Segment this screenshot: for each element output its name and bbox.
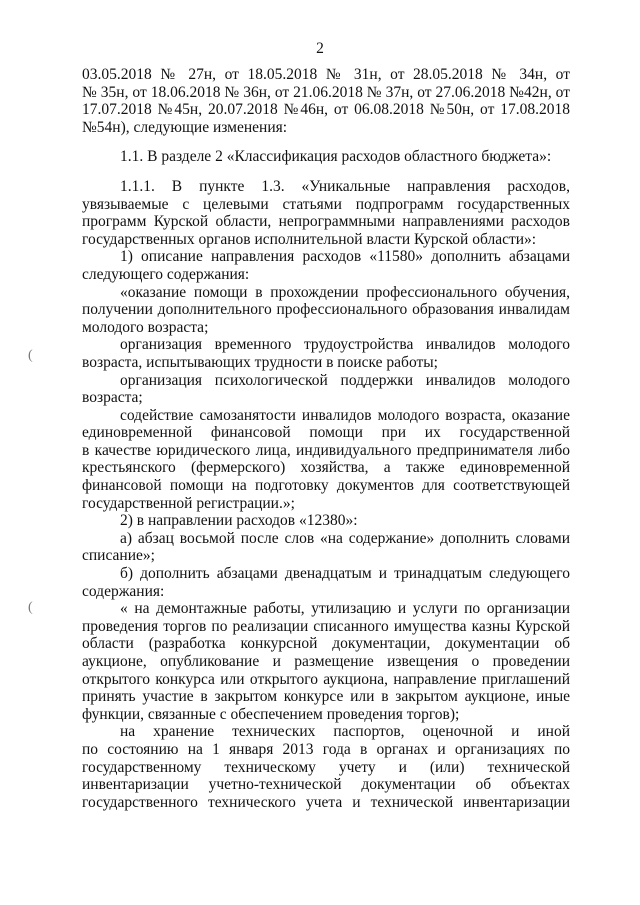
text-line: на хранение технических паспортов, оценочной и иной <box>120 723 570 741</box>
text-line: государственной регистрации.»; <box>82 494 295 512</box>
text-line: «оказание помощи в прохождении профессионального обучения, <box>120 283 570 301</box>
page-number: 2 <box>316 40 324 57</box>
text-line: списание»; <box>82 547 155 565</box>
text-line: « на демонтажные работы, утилизацию и услуги по организации <box>120 600 570 618</box>
text-line: по состоянию на 1 января 2013 года в органах и организациях по <box>82 740 570 758</box>
text-line: проведения торгов по реализации списанного имущества казны Курской <box>82 617 570 635</box>
text-line: молодого возраста; <box>82 318 209 336</box>
text-line: следующего содержания: <box>82 265 250 283</box>
document-body <box>82 66 570 811</box>
margin-scan-mark: ( <box>28 348 33 363</box>
paragraph-gap <box>82 136 570 148</box>
text-line: 1.1.1. В пункте 1.3. «Уникальные направления расходов, <box>120 177 570 195</box>
margin-scan-mark: ( <box>28 600 33 615</box>
text-line: 17.07.2018 №45н, 20.07.2018 №46н, от 06.08.2018 №50н, от 17.08.2018 <box>82 101 570 119</box>
text-line: области (разработка конкурсной документации, документации об <box>82 635 570 653</box>
text-line: 1.1. В разделе 2 «Классификация расходов областного бюджета»: <box>120 148 552 166</box>
text-line: увязываемые с целевыми статьями подпрограмм государственных <box>82 195 570 213</box>
text-line: государственного технического учета и технической инвентаризации <box>82 793 570 811</box>
paragraph-gap <box>82 166 570 178</box>
text-line: единовременной финансовой помощи при их государственной <box>82 424 570 442</box>
text-line: возраста, испытывающих трудности в поиске работы; <box>82 353 438 371</box>
text-line: принять участие в закрытом конкурсе или в закрытом аукционе, иные <box>82 688 570 706</box>
text-line: в качестве юридического лица, индивидуального предпринимателя либо <box>82 441 570 459</box>
text-line: функции, связанные с обеспечением проведения торгов); <box>82 705 460 723</box>
text-line: аукционе, опубликование и размещение извещения о проведении <box>82 653 570 670</box>
text-line: инвентаризации учетно-технической документации об объектах <box>82 776 570 794</box>
text-line: 1) описание направления расходов «11580» дополнить абзацами <box>120 248 570 266</box>
text-line: организация психологической поддержки инвалидов молодого <box>120 371 570 389</box>
text-line: возраста; <box>82 389 143 407</box>
text-line: открытого конкурса или открытого аукциона, направление приглашений <box>82 670 570 688</box>
text-line: программ Курской области, непрограммными направлениями расходов <box>82 213 570 231</box>
text-line: содействие самозанятости инвалидов молодого возраста, оказание <box>120 406 570 424</box>
text-line: а) абзац восьмой после слов «на содержание» дополнить словами <box>120 529 570 547</box>
text-line: крестьянского (фермерского) хозяйства, а также единовременной <box>82 459 570 477</box>
text-line: б) дополнить абзацами двенадцатым и тринадцатым следующего <box>120 565 570 583</box>
text-line: содержания: <box>82 582 165 600</box>
text-line: 03.05.2018 № 27н, от 18.05.2018 № 31н, от 28.05.2018 № 34н, от <box>82 66 570 83</box>
text-line: №54н), следующие изменения: <box>82 118 288 136</box>
text-line: № 35н, от 18.06.2018 № 36н, от 21.06.2018 № 37н, от 27.06.2018 №42н, от <box>82 83 570 101</box>
text-line: организация временного трудоустройства инвалидов молодого <box>120 336 570 354</box>
text-line: 2) в направлении расходов «12380»: <box>120 512 358 530</box>
text-line: финансовой помощи на подготовку документов для соответствующей <box>82 477 570 495</box>
text-line: государственных органов исполнительной власти Курской области»: <box>82 230 537 248</box>
text-line: получении дополнительного профессионального образования инвалидам <box>82 301 570 319</box>
text-line: государственному техническому учету и (или) технической <box>82 758 570 776</box>
